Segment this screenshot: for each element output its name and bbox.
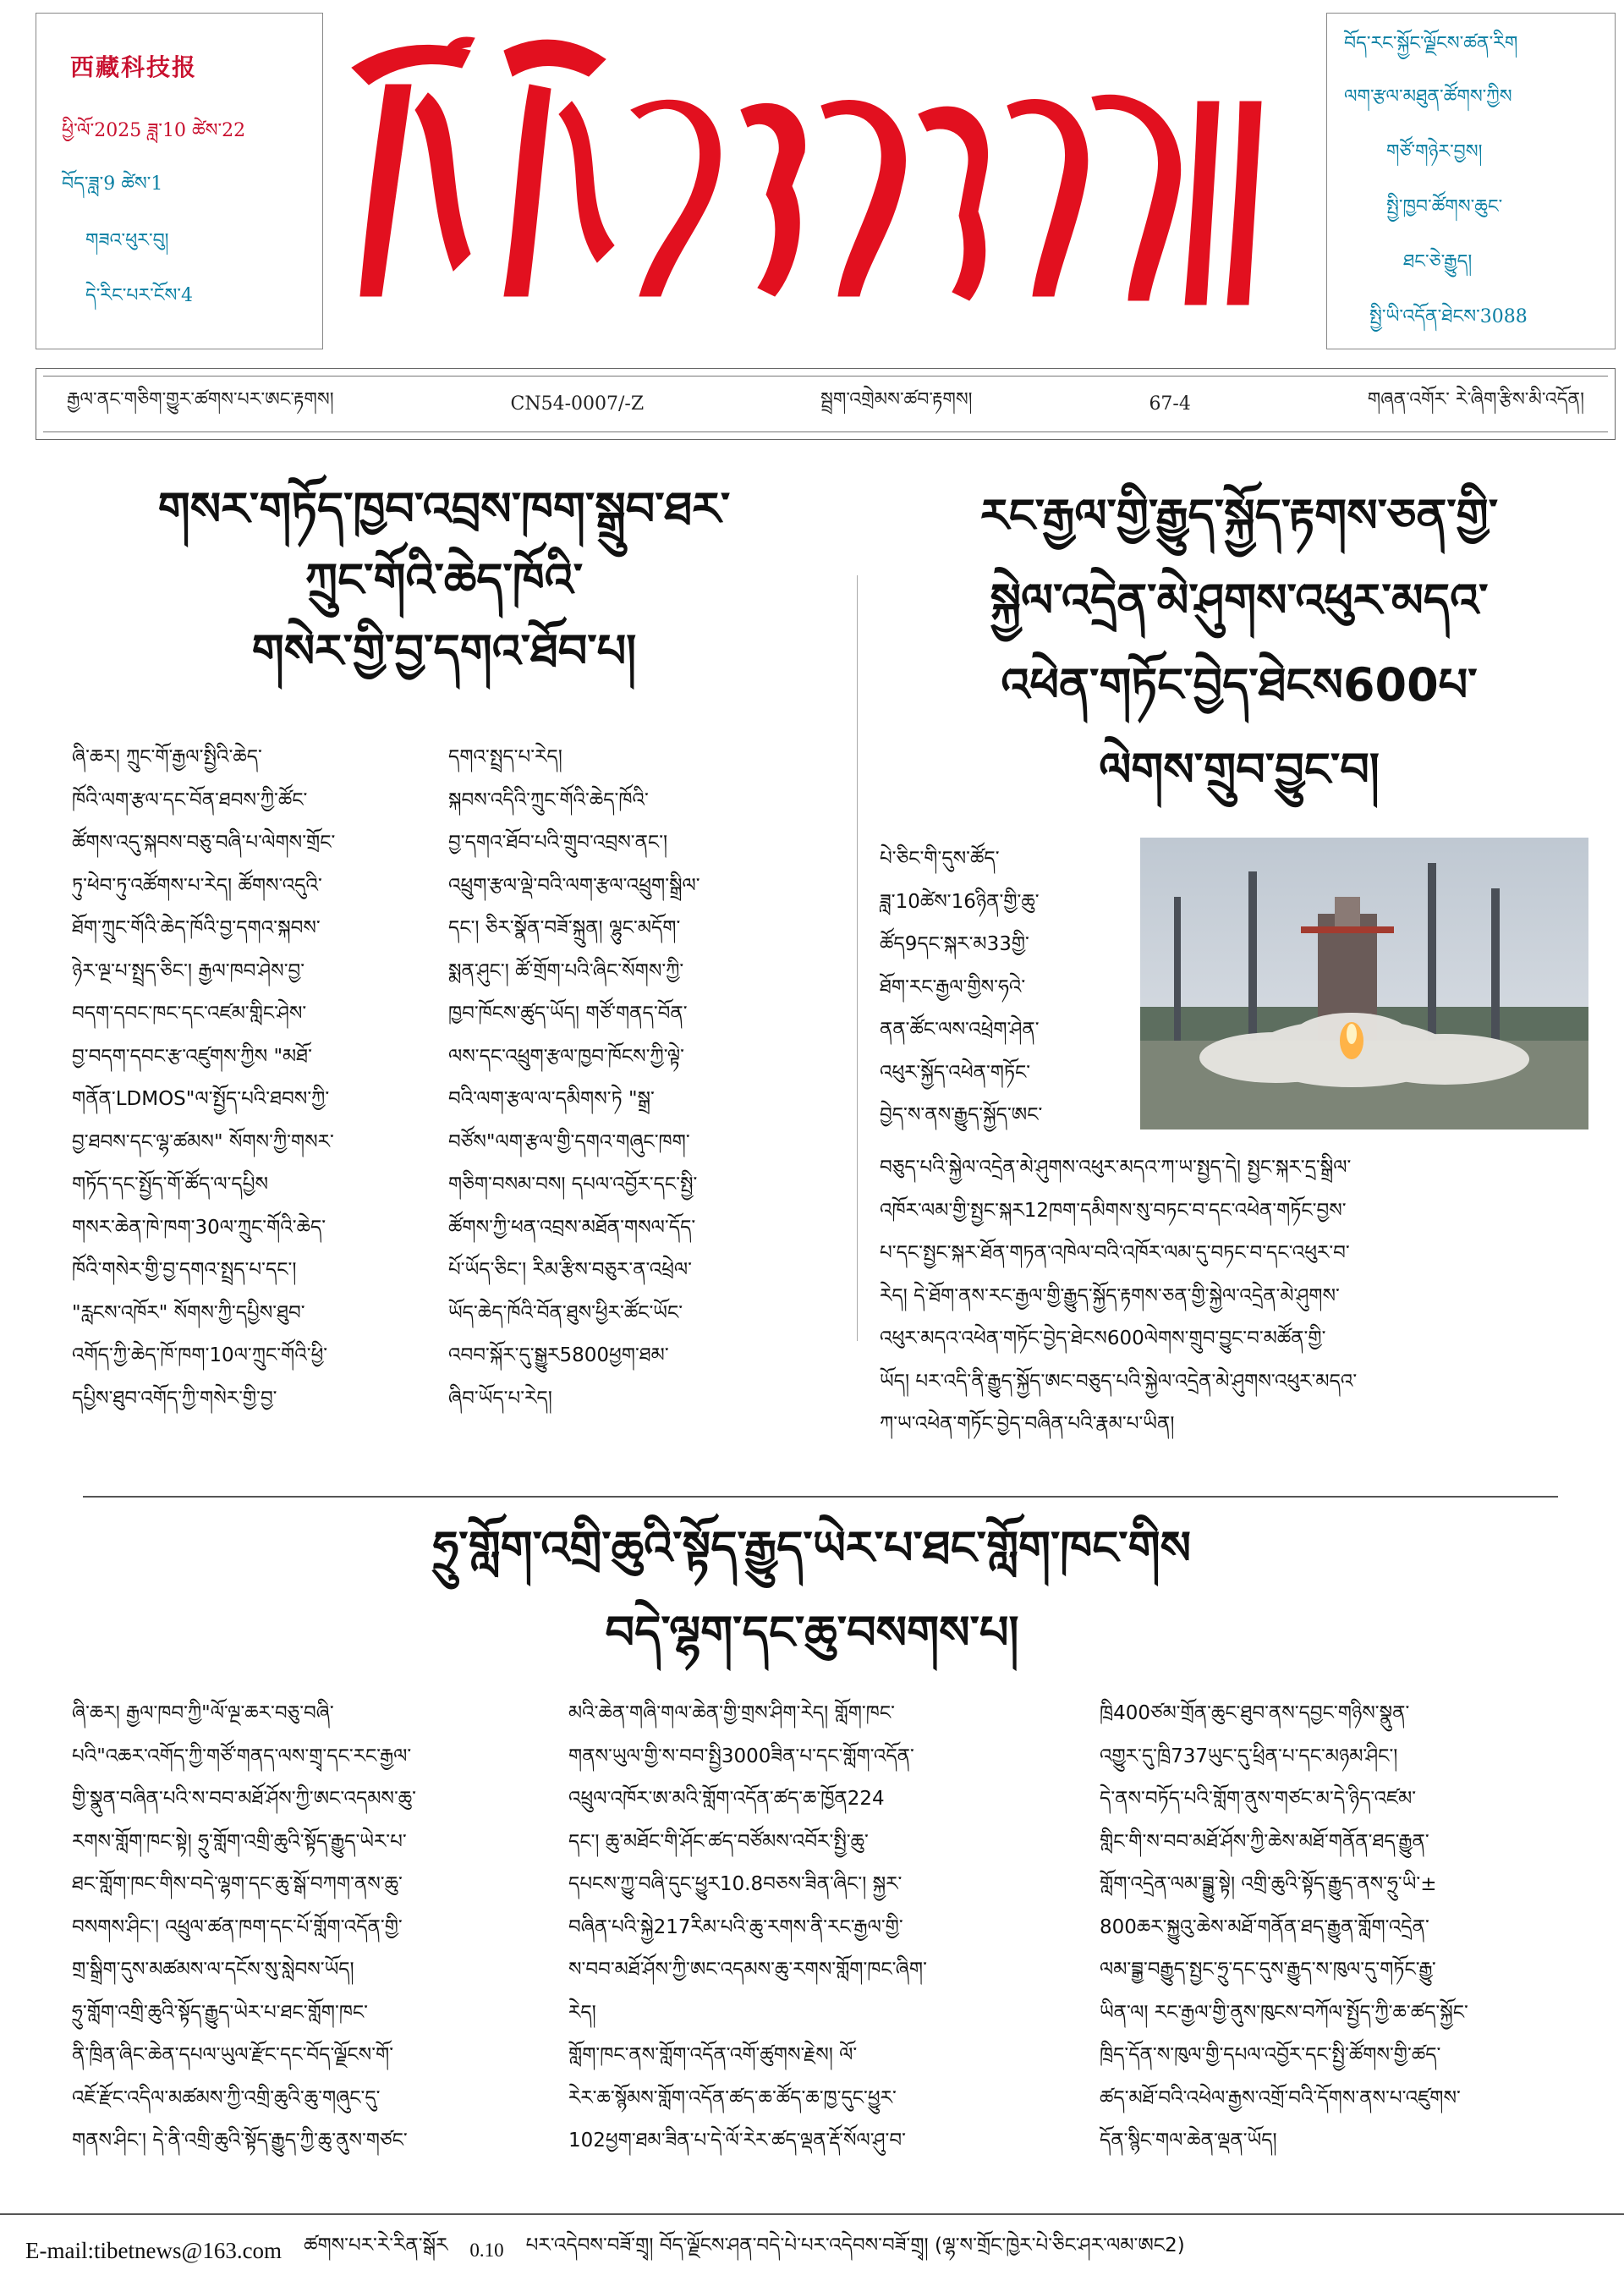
chinese-paper-name: 西藏科技报 — [70, 53, 198, 81]
masthead-calligraphy-icon — [335, 17, 1316, 347]
weekday: གཟའ་ཕུར་བུ། — [85, 230, 169, 251]
post-code: 67-4 — [1149, 393, 1191, 415]
article3-col3: ཁྲི400ཙམ་གྲོན་ཆུང་ཐུབ་ནས་དབྱང་གཉིས་སྣུན་ འགྱུར་དུ་ཁྲི737ཡུང་དུ་ཕྲིན་པ་དང་མཉམ་ཤིང་། དེ་ནས་བཏོད་པའི་གློག་ནུས་གཙང་མ་དེ་ཉིད་འཛམ་ གླིང་གི་ས་བབ་མཐོ་ཤོས་ཀྱི་ཆེས་མཐོ་གནོན་ཐད་རྒྱུན་ གློག་འདྲེན་ལམ་བྲྒྱུ་སྟེ། འགྲི་ཆུའི་སྟོད་རྒྱུད་ནས་ཧྲུ་ཡི་± 800ཆར་སྐྱུའུ་ཆེས་མཐོ་གནོན་ཐད་རྒྱུན་གློག་འདྲེན་ ལམ་བྲྒྱ་བརྒྱུད་སྤྱང་ཧྲུ་དང་དུས་རྒྱུད་ས་ཁུལ་དུ་གཏོང་རྒྱུ་ ཡིན་ལ། རང་རྒྱལ་གྱི་ནུས་ཁུངས་བཀོལ་སྤྱོད་ཀྱི་ཆ་ཚད་སྐྱོང་ ཁྲིད་དོན་ས་ཁུལ་གྱི་དཔལ་འབྱོར་དང་སྤྱི་ཚོགས་གྱི་ཚད་ ཚད་མཐོ་བའི་འཕེལ་རྒྱས་འགྲོ་བའི་དོགས་ནས་པ་འཛུགས་ དོན་སྙིང་གལ་ཆེན་ལྡན་ཡོད། — [1100, 1702, 1468, 2152]
rocket-launch-photo — [1140, 838, 1588, 1130]
distribution-note: གཞན་འགོར་ རེ་ཞིག་རྩིས་མི་འདོན། — [1367, 388, 1584, 410]
post-label: སྦྲག་འགྲེམས་ཚབ་རྟགས། — [820, 388, 973, 410]
issue-pages: དེ་རིང་པར་ངོས་4 — [85, 285, 193, 306]
reg-label: རྒྱལ་ནང་གཅིག་གྱུར་ཚགས་པར་ཨང་རྟགས། — [67, 388, 334, 410]
article3-col2: མའི་ཆེན་གཞི་གལ་ཆེན་གྱི་གྲས་ཤིག་རེད། གློག་ཁང་ གནས་ཡུལ་གྱི་ས་བབ་སྤྱི3000ཟིན་པ་དང་གློག་འདོན་ འཕྲུལ་འཁོར་ཨ་མའི་གློག་འདོན་ཚད་ཆ་ཁྱོན224 དང་། ཆུ་མཐོང་གི་ཤོང་ཚད་བཙོམས་འབོར་སྤྱི་ཆུ་ དཔངས་ཀྱུ་བཞི་དུང་ཕྱུར10.8བཅས་ཟིན་ཞིང་། སྐྱར་ བཞིན་པའི་སྐྱེ217རིམ་པའི་ཆུ་རགས་ནི་རང་རྒྱལ་གྱི་ ས་བབ་མཐོ་ཤོས་ཀྱི་ཨང་འདམས་ཆུ་རགས་གློག་ཁང་ཞིག་ རེད། གློག་ཁང་ནས་གློག་འདོན་འགོ་ཚུགས་རྗེས། ལོ་ རེར་ཆ་སྙོམས་གློག་འདོན་ཚད་ཆ་ཚོད་ཆ་ཁྱ་དུང་ཕྱུར་ 102ཕྱག་ཐམ་ཟིན་པ་དེ་ལོ་རེར་ཚད་ལྡན་རྡོ་སོལ་ཤུ་བ་ — [568, 1702, 927, 2152]
article3-headline: ཧྲུ་གློག་འགྲི་ཆུའི་སྟོད་རྒྱུད་ཡེར་པ་ཐང་གློག་ཁང་གིས བདེ་ལྷག་དང་ཆུ་བསགས་པ། — [432, 1521, 1192, 1659]
publisher-line-5: ཐང་ཅེ་རྒྱུད། — [1403, 251, 1473, 272]
total-issue: སྤྱི་ཡི་འདོན་ཐེངས་3088 — [1369, 306, 1528, 327]
footer-rule — [0, 2213, 1624, 2215]
article1-col1: ཞི་ཆར། ཀྲུང་གོ་རྒྱལ་སྤྱིའི་ཆེད་ ཁོའི་ལག་རྩལ་དང་བོན་ཐབས་ཀྱི་ཚོང་ ཚོགས་འདུ་སྐབས་བཅུ་བཞི་པ་ལེགས་གྲོང་ ཏུ་ཕེབ་ཏུ་འཚོགས་པ་རེད། ཚོགས་འདུའི་ ཐོག་ཀྲུང་གོའི་ཆེད་ཁོའི་བྱ་དགའ་སྐབས་ ཉེར་ལྔ་པ་སྤྲད་ཅིང་། རྒྱལ་ཁབ་ཤེས་བྱ་ བདག་དབང་ཁང་དང་འཛམ་གླིང་ཤེས་ བྱ་བདག་དབང་རྩ་འཛུགས་ཀྱིས "མཐོ་ གནོན་LDMOS"ལ་སྤྱོད་པའི་ཐབས་ཀྱི་ བྱ་ཐབས་དང་ལྷ་ཚམས" སོགས་ཀྱི་གསར་ གཏོད་དང་སྤྱོད་གོ་ཚོད་ལ་དཔྱིས གསར་ཆེན་ཁེ་ཁག་30ལ་ཀྲུང་གོའི་ཆེད་ ཁོའི་གསེར་གྱི་བྱ་དགའ་སྤྲད་པ་དང་། "རླངས་འཁོར" སོགས་ཀྱི་དཔྱིས་ཐུབ་ འགོད་ཀྱི་ཆེད་ཁོ་ཁག་10ལ་ཀྲུང་གོའི་ཕྱི་ དཔྱིས་ཐུབ་འགོད་ཀྱི་གསེར་གྱི་བྱ་ — [72, 746, 336, 1410]
article2-body: བཅུད་པའི་སྐྱེལ་འདྲེན་མེ་ཤུགས་འཕུར་མདའ་ཀ་ཡ་སྤྱད་དེ། སྤྱང་སྐར་དྲ་སྒྲིལ་ འཁོར་ལམ་གྱི་སྤྱང་སྐར12ཁག་དམིགས་སུ་བཏང་བ་དང་འཕེན་གཏོང་བྱས་ པ་དང་སྤྱང་སྐར་ཐོན་གཏན་འཁེལ་བའི་འཁོར་ལམ་དུ་བཏང་བ་དང་འཕུར་བ་ རེད། དེ་ཐོག་ནས་རང་རྒྱལ་གྱི་རྒྱུད་སྐྱོད་རྟགས་ཅན་གྱི་སྐྱེལ་འདྲེན་མེ་ཤུགས་ འཕུར་མདའ་འཕེན་གཏོང་བྱེད་ཐེངས600ལེགས་གྲུབ་བྱུང་བ་མཚོན་གྱི་ ཡོད། པར་འདི་ནི་རྒྱུད་སྐྱོད་ཨང་བཅུད་པའི་སྐྱེལ་འདྲེན་མེ་ཤུགས་འཕུར་མདའ་ ཀ་ཡ་འཕེན་གཏོང་བྱེད་བཞིན་པའི་རྣམ་པ་ཡིན། — [880, 1157, 1358, 1435]
footer — [25, 2225, 1616, 2276]
publisher-line-1: བོད་རང་སྐྱོང་ལྗོངས་ཚན་རིག — [1344, 33, 1518, 54]
publisher-line-3: གཙོ་གཉེར་བྱས། — [1386, 141, 1483, 162]
footer-price-label: ཚགས་པར་རེ་རིན་སྒོར — [304, 2234, 448, 2256]
article2-intro: པེ་ཅིང་གི་དུས་ཚོད་ ཟླ་10ཚེས་16ཉིན་གྱི་ཆུ་ ཚོད9དང་སྐར་མ33གྱི་ ཐོག་རང་རྒྱལ་གྱིས་ཧའེ་ ནན་ཚོང་ལས་འཕྲེག་ཤེན་ འཕུར་སྐྱོད་འཕེན་གཏོང་ བྱེད་ས་ནས་རྒྱུད་སྐྱོད་ཨང་ — [880, 848, 1043, 1126]
section-divider — [83, 1496, 1558, 1498]
column-divider — [857, 575, 858, 1341]
article1-col2: དགའ་སྤྲད་པ་རེད། སྐབས་འདིའི་ཀྲུང་གོའི་ཆེད་ཁོའི་ བྱ་དགའ་ཐོབ་པའི་གྲུབ་འབྲས་ནང་། འཕྲུག་རྩལ་ལྡེ་བའི་ལག་རྩལ་འཕྲུག་སྒྲིལ་ དང་། ཅིར་སྣོན་བཟོ་སྐྲུན། ལྷུང་མདོག་ སྨན་ཤུང་། ཚོ་གྲོག་པའི་ཞིང་སོགས་ཀྱི་ ཁྱབ་ཁོངས་ཚུད་ཡོད། གཙོ་གནད་བོན་ ལས་དང་འཕྲུག་རྩལ་ཁྱབ་ཁོངས་ཀྱི་ལྟེ་ བའི་ལག་རྩལ་ལ་དམིགས་ཏེ "སྒྲ་ བཙོས"ལག་རྩལ་གྱི་དགའ་གཞུང་ཁག་ གཅིག་བསམ་བས། དཔལ་འབྱོར་དང་སྤྱི་ ཚོགས་ཀྱི་ཕན་འབྲས་མཐོན་གསལ་དོད་ པོ་ཡོད་ཅིང་། རིམ་རྩིས་བཅུར་ན་འཕྲེལ་ ཡོད་ཆེད་ཁོའི་བོན་ཐུས་ཕྱིར་ཚོང་ཡོང་ འབབ་སྐོར་དུ་སྒྱུར5800ཕྱག་ཐམ་ ཞིབ་ཡོད་པ་རེད། — [448, 746, 700, 1410]
footer-email: E-mail:tibetnews@163.com — [25, 2237, 283, 2263]
article1-headline: གསར་གཏོད་ཁྱབ་འབྲས་ཁག་སྒྲུབ་ཐར་ ཀྲུང་གོའི་ཆེད་ཁོའི་ གསེར་གྱི་བྱ་དགའ་ཐོབ་པ། — [157, 482, 731, 678]
article3-col1: ཞི་ཆར། རྒྱལ་ཁབ་ཀྱི"ལོ་ལྔ་ཆར་བཅུ་བཞི་ པའི"འཆར་འགོད་ཀྱི་གཙོ་གནད་ལས་གྲྭ་དང་རང་རྒྱལ་ གྱི་སྣུན་བཞིན་པའི་ས་བབ་མཐོ་ཤོས་ཀྱི་ཨང་འདམས་ཆུ་ རགས་གློག་ཁང་སྟེ། ཧྲུ་གློག་འགྲི་ཆུའི་སྟོད་རྒྱུད་ཡེར་པ་ ཐང་གློག་ཁང་གིས་བདེ་ལྷག་དང་ཆུ་སྒོ་བཀག་ནས་ཆུ་ བསགས་ཤིང་། འཕྲུལ་ཚན་ཁག་དང་པོ་གློག་འདོན་གྱི་ གྲ་སྒྲིག་དུས་མཚམས་ལ་དངོས་སུ་སླེབས་ཡོད། ཧྲུ་གློག་འགྲི་ཆུའི་སྟོད་རྒྱུད་ཡེར་པ་ཐང་གློག་ཁང་ ནི་ཁྲིན་ཞིང་ཆེན་དཔལ་ཡུལ་རྫོང་དང་བོད་ལྗོངས་གོ་ འཇོ་རྫོང་འདིལ་མཚམས་ཀྱི་འགྲི་ཆུའི་ཆུ་གཞུང་དུ་ གནས་ཤིང་། དེ་ནི་འགྲི་ཆུའི་སྟོད་རྒྱུད་ཀྱི་ཆུ་ནུས་གཙང་ — [72, 1702, 416, 2152]
gregorian-date: ཕྱི་ལོ་2025 ཟླ་10 ཚེས་22 — [62, 120, 246, 141]
publisher-line-4: སྤྱི་ཁྱབ་ཚོགས་ཆུང་ — [1386, 196, 1503, 217]
article2-headline: རང་རྒྱལ་གྱི་རྒྱུད་སྐྱོད་རྟགས་ཅན་གྱི་ སྐྱེལ་འདྲེན་མེ་ཤུགས་འཕུར་མདའ་ འཕེན་གཏོང་བྱེད་ཐེངས600པ་ ལེགས་གྲུབ་བྱུང་བ། — [979, 489, 1499, 796]
issn: CN54-0007/-Z — [510, 393, 645, 415]
publisher-box — [1326, 13, 1616, 349]
rocket-launch-image-icon — [1140, 838, 1588, 1130]
date-box — [36, 13, 323, 349]
publisher-line-2: ལག་རྩལ་མཐུན་ཚོགས་ཀྱིས — [1344, 86, 1512, 107]
footer-price: 0.10 — [469, 2240, 504, 2261]
masthead — [335, 17, 1316, 347]
lunar-date: བོད་ཟླ་9 ཚེས་1 — [62, 173, 163, 195]
footer-printer-note: པར་འདེབས་བཟོ་གྲྭ། བོད་ལྗོངས་ཤན་བདེ་པེ་པར་འདེབས་བཟོ་གྲྭ། (ལྷ་ས་གྲོང་ཁྱེར་པེ་ཅིང་ཤར་ལམ་ཨང2) — [525, 2234, 1185, 2256]
registration-strip — [36, 368, 1616, 440]
